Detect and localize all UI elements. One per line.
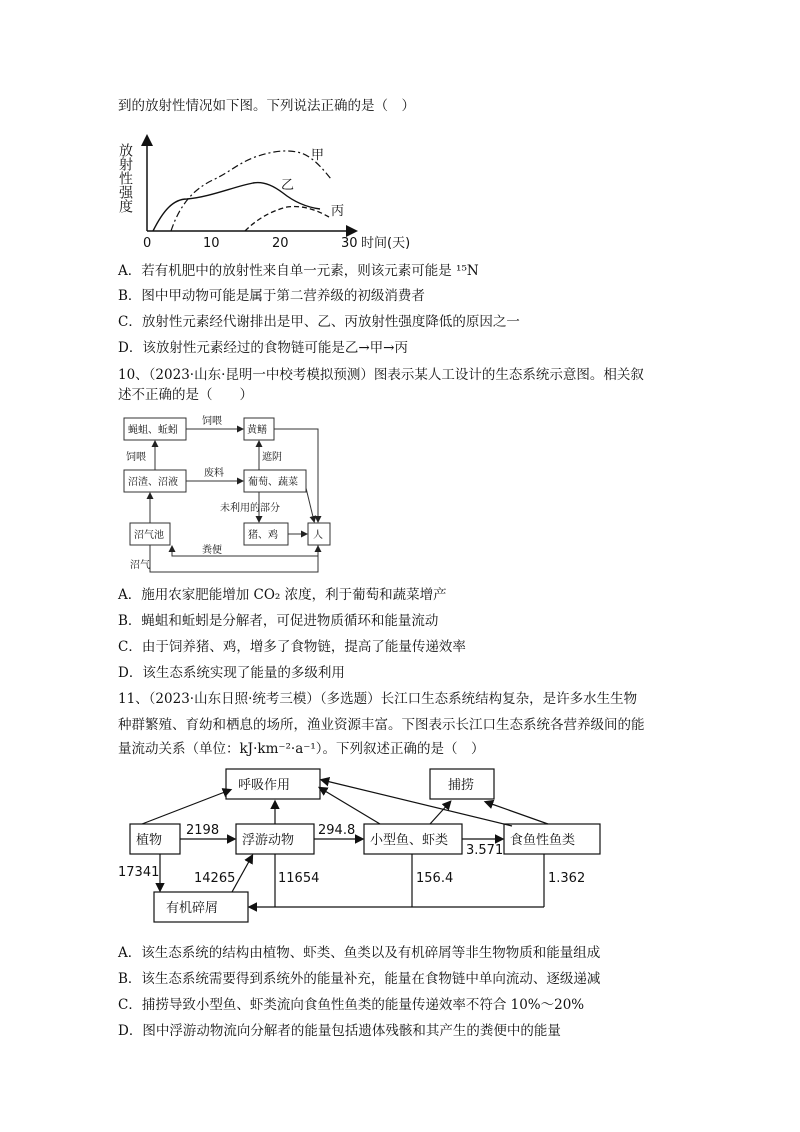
catch-label: 捕捞 bbox=[448, 778, 475, 793]
curve-bing bbox=[245, 206, 329, 231]
box-residue-label: 沼渣、沼液 bbox=[128, 477, 178, 488]
chart-ylabel: 放射性强度 bbox=[117, 143, 133, 213]
plant-label: 植物 bbox=[136, 833, 163, 848]
radioactivity-chart bbox=[115, 135, 411, 255]
val-pred-detritus: 1.362 bbox=[548, 871, 586, 886]
q10-option-b: B．蝇蛆和蚯蚓是分解者，可促进物质循环和能量流动 bbox=[118, 613, 439, 629]
label-unused: 未利用的部分 bbox=[220, 503, 280, 514]
val-detritus-zoo: 14265 bbox=[194, 871, 236, 886]
label-bing: 丙 bbox=[331, 204, 345, 219]
box-biogas-label: 沼气池 bbox=[134, 530, 164, 541]
curve-jia bbox=[171, 151, 331, 231]
tick-20: 20 bbox=[272, 236, 289, 251]
label-shade: 遮阴 bbox=[262, 452, 282, 463]
q10-option-c: C．由于饲养猪、鸡，增多了食物链，提高了能量传递效率 bbox=[118, 639, 466, 655]
label-yi: 乙 bbox=[281, 178, 295, 193]
zoo-label: 浮游动物 bbox=[242, 833, 295, 848]
q11-option-b: B．该生态系统需要得到系统外的能量补充，能量在食物链中单向流动、逐级递减 bbox=[118, 971, 601, 987]
q11-option-d: D．图中浮游动物流向分解者的能量包括遗体残骸和其产生的粪便中的能量 bbox=[118, 1023, 561, 1039]
tick-0: 0 bbox=[143, 236, 152, 251]
q11-stem-line2: 种群繁殖、育幼和栖息的场所，渔业资源丰富。下图表示长江口生态系统各营养级间的能 bbox=[118, 717, 645, 733]
q11-stem-line1: 11、（2023·山东日照·统考三模）（多选题）长江口生态系统结构复杂，是许多水生生物 bbox=[118, 691, 638, 707]
val-zoo-fish: 294.8 bbox=[318, 823, 356, 838]
detritus-label: 有机碎屑 bbox=[166, 901, 219, 916]
val-plant-detritus: 17341 bbox=[118, 865, 160, 880]
energy-flow-diagram bbox=[112, 764, 632, 924]
q11-stem-line3: 量流动关系（单位：kJ·km⁻²·a⁻¹）。下列叙述正确的是（ ） bbox=[118, 741, 485, 757]
label-waste: 废料 bbox=[204, 468, 224, 479]
label-feed-top: 饲喂 bbox=[202, 416, 222, 427]
q11-option-a: A．该生态系统的结构由植物、虾类、鱼类以及有机碎屑等非生物物质和能量组成 bbox=[118, 945, 601, 961]
box-eel-label: 黄鳝 bbox=[247, 425, 267, 436]
chart-xlabel: 时间(天) bbox=[361, 236, 411, 251]
label-gas: 沼气 bbox=[130, 560, 150, 571]
box-fly-worm-label: 蝇蛆、蚯蚓 bbox=[128, 425, 178, 436]
label-manure: 粪便 bbox=[202, 545, 222, 556]
fish-label: 小型鱼、虾类 bbox=[370, 833, 449, 848]
q11-option-c: C．捕捞导致小型鱼、虾类流向食鱼性鱼类的能量传递效率不符合 10%～20% bbox=[118, 997, 585, 1013]
pred-label: 食鱼性鱼类 bbox=[510, 833, 576, 848]
eco-system-diagram bbox=[118, 408, 338, 576]
q10-option-d: D．该生态系统实现了能量的多级利用 bbox=[118, 665, 345, 681]
q9-option-a: A．若有机肥中的放射性来自单一元素，则该元素可能是 ¹⁵N bbox=[118, 263, 479, 279]
resp-label: 呼吸作用 bbox=[238, 778, 291, 793]
q9-option-b: B．图中甲动物可能是属于第二营养级的初级消费者 bbox=[118, 288, 425, 304]
val-fish-pred: 3.571 bbox=[466, 843, 504, 858]
label-feed-left: 饲喂 bbox=[126, 452, 146, 463]
box-pig-label: 猪、鸡 bbox=[248, 530, 278, 541]
val-zoo-detritus: 11654 bbox=[278, 871, 320, 886]
q10-stem-line1: 10、（2023·山东·昆明一中校考模拟预测）图表示某人工设计的生态系统示意图。相关叙 bbox=[118, 367, 644, 383]
q10-option-a: A．施用农家肥能增加 CO₂ 浓度，利于葡萄和蔬菜增产 bbox=[118, 587, 447, 603]
box-human-label: 人 bbox=[313, 530, 323, 541]
q9-option-c: C．放射性元素经代谢排出是甲、乙、丙放射性强度降低的原因之一 bbox=[118, 314, 520, 330]
val-plant-zoo: 2198 bbox=[186, 823, 220, 838]
val-fish-detritus: 156.4 bbox=[416, 871, 454, 886]
tick-10: 10 bbox=[203, 236, 220, 251]
box-grape-label: 葡萄、蔬菜 bbox=[248, 477, 298, 488]
q10-stem-line2: 述不正确的是（ ） bbox=[118, 387, 253, 403]
q9-option-d: D．该放射性元素经过的食物链可能是乙→甲→丙 bbox=[118, 340, 408, 356]
label-jia: 甲 bbox=[311, 148, 325, 163]
tick-30: 30 bbox=[341, 236, 358, 251]
q9-intro: 到的放射性情况如下图。下列说法正确的是（ ） bbox=[118, 98, 415, 114]
